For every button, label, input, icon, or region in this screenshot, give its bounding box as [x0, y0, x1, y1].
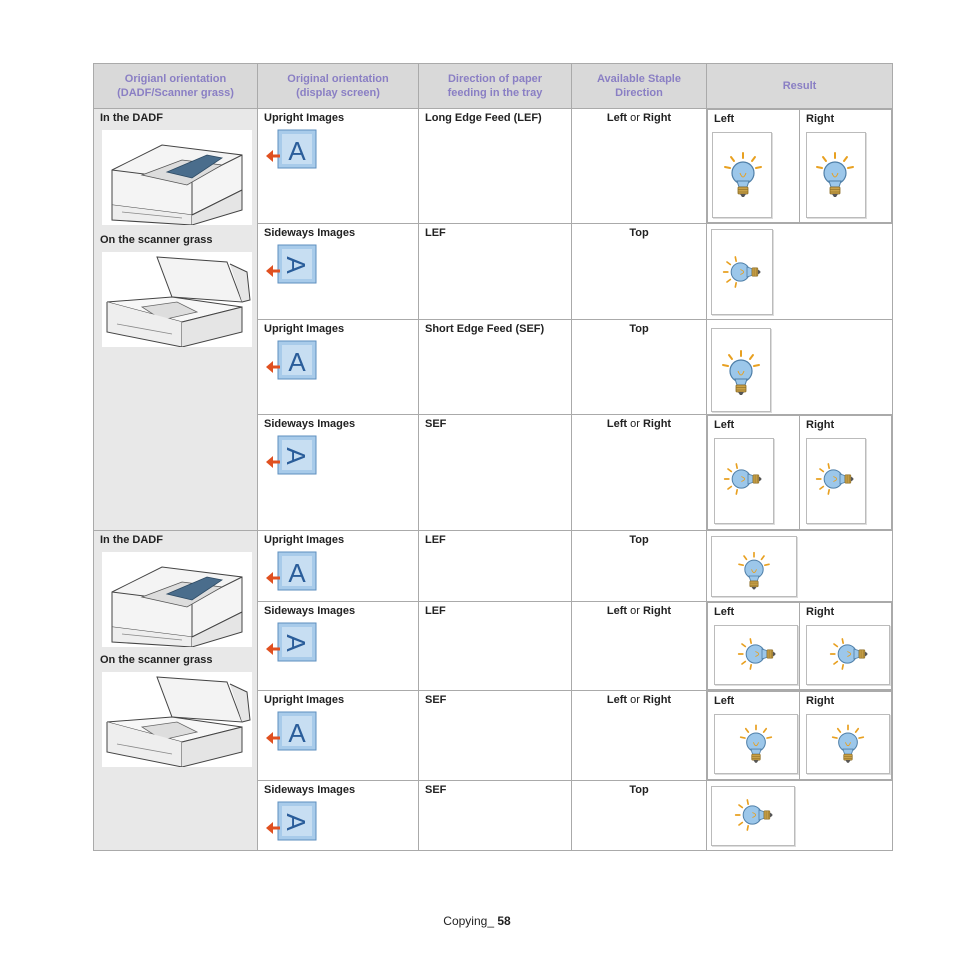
feed-label: LEF	[425, 534, 446, 546]
group-label-dadf: In the DADF	[100, 112, 163, 124]
result-sheet	[714, 714, 798, 774]
result-right-label: Right	[806, 695, 835, 707]
table-row	[94, 109, 893, 224]
staple-left: Left	[606, 418, 628, 430]
page-footer	[0, 914, 954, 928]
staple-cell	[572, 415, 707, 531]
feed-cell	[419, 531, 572, 602]
upright-a-icon	[264, 339, 318, 383]
upright-a-icon	[264, 550, 318, 594]
svg-text:A: A	[281, 813, 311, 831]
feed-label: Long Edge Feed (LEF)	[425, 112, 542, 124]
display-label: Sideways Images	[264, 227, 356, 239]
feed-label: LEF	[425, 227, 446, 239]
group-cell-1	[94, 109, 258, 531]
feed-label: SEF	[425, 784, 447, 796]
staple-right: Right	[642, 694, 672, 706]
sideways-a-icon	[264, 434, 318, 478]
group-label-scanner: On the scanner grass	[100, 654, 213, 666]
svg-text:A: A	[288, 347, 306, 377]
feed-cell	[419, 415, 572, 531]
result-cell	[707, 109, 893, 224]
display-label: Sideways Images	[264, 605, 356, 617]
display-label: Upright Images	[264, 694, 345, 706]
scanner-machine-image	[102, 672, 252, 767]
bulb-icon	[719, 459, 767, 499]
staple-table	[93, 63, 893, 851]
feed-cell	[419, 224, 572, 320]
feed-label: SEF	[425, 694, 447, 706]
sideways-a-icon	[264, 621, 318, 665]
result-sheet	[711, 229, 773, 315]
header-original-orientation: Origianl orientation (DADF/Scanner grass)	[94, 64, 258, 109]
result-right-label: Right	[806, 113, 835, 125]
page-number: 58	[497, 914, 511, 928]
result-left-label: Left	[714, 606, 735, 618]
staple-cell	[572, 691, 707, 781]
scanner-machine-image	[102, 252, 252, 347]
feed-cell	[419, 781, 572, 851]
dadf-machine-image	[102, 130, 252, 225]
display-cell	[258, 691, 419, 781]
result-cell	[707, 691, 893, 781]
result-cell	[707, 781, 893, 851]
dadf-machine-image	[102, 552, 252, 647]
staple-top: Top	[629, 534, 649, 546]
staple-or: or	[630, 112, 640, 124]
result-sheet	[806, 625, 890, 685]
header-display-orientation: Original orientation (display screen)	[258, 64, 419, 109]
sideways-a-icon	[264, 800, 318, 844]
staple-left: Left	[606, 605, 628, 617]
result-sheet	[711, 786, 795, 846]
bulb-icon	[739, 723, 773, 765]
upright-a-icon	[264, 710, 318, 754]
sideways-a-icon	[264, 243, 318, 287]
bulb-icon	[831, 723, 865, 765]
staple-top: Top	[629, 323, 649, 335]
upright-a-icon	[264, 128, 318, 172]
bulb-icon	[730, 795, 778, 835]
result-sheet	[806, 714, 890, 774]
display-label: Sideways Images	[264, 418, 356, 430]
display-cell	[258, 320, 419, 415]
group-label-scanner: On the scanner grass	[100, 234, 213, 246]
staple-top: Top	[629, 784, 649, 796]
result-cell	[707, 320, 893, 415]
result-sheet	[711, 536, 797, 597]
header-staple-direction: Available Staple Direction	[572, 64, 707, 109]
header-result: Result	[707, 64, 893, 109]
feed-cell	[419, 320, 572, 415]
svg-text:A: A	[281, 634, 311, 652]
display-cell	[258, 531, 419, 602]
staple-cell	[572, 224, 707, 320]
staple-or: or	[630, 418, 640, 430]
result-sheet	[711, 328, 771, 412]
bulb-icon	[718, 252, 766, 292]
staple-top: Top	[629, 227, 649, 239]
feed-cell	[419, 691, 572, 781]
staple-left: Left	[606, 694, 628, 706]
bulb-icon	[825, 634, 873, 674]
feed-label: Short Edge Feed (SEF)	[425, 323, 545, 335]
result-cell	[707, 415, 893, 531]
staple-right: Right	[642, 418, 672, 430]
display-label: Upright Images	[264, 534, 345, 546]
table-header-row	[94, 64, 893, 109]
group-cell-2	[94, 531, 258, 851]
bulb-icon	[733, 634, 781, 674]
display-cell	[258, 109, 419, 224]
feed-cell	[419, 109, 572, 224]
result-cell	[707, 224, 893, 320]
staple-cell	[572, 320, 707, 415]
staple-cell	[572, 109, 707, 224]
staple-cell	[572, 781, 707, 851]
result-left-label: Left	[714, 695, 735, 707]
staple-or: or	[630, 605, 640, 617]
result-sheet	[712, 132, 772, 218]
svg-text:A: A	[288, 718, 306, 748]
result-cell	[707, 602, 893, 691]
feed-label: LEF	[425, 605, 446, 617]
staple-cell	[572, 531, 707, 602]
staple-right: Right	[642, 112, 672, 124]
bulb-icon	[811, 459, 859, 499]
svg-text:A: A	[288, 136, 306, 166]
display-cell	[258, 224, 419, 320]
feed-cell	[419, 602, 572, 691]
group-label-dadf: In the DADF	[100, 534, 163, 546]
svg-text:A: A	[281, 447, 311, 465]
result-cell	[707, 531, 893, 602]
result-left-label: Left	[714, 419, 735, 431]
display-cell	[258, 602, 419, 691]
table-row	[94, 531, 893, 602]
result-right-label: Right	[806, 606, 835, 618]
svg-text:A: A	[288, 558, 306, 588]
result-right-label: Right	[806, 419, 835, 431]
staple-right: Right	[642, 605, 672, 617]
result-sheet	[806, 132, 866, 218]
display-label: Upright Images	[264, 112, 345, 124]
display-cell	[258, 781, 419, 851]
staple-left: Left	[606, 112, 628, 124]
display-cell	[258, 415, 419, 531]
footer-section: Copying_	[443, 914, 494, 928]
bulb-icon	[737, 551, 771, 591]
header-feed-direction: Direction of paper feeding in the tray	[419, 64, 572, 109]
svg-text:A: A	[281, 256, 311, 274]
result-left-label: Left	[714, 113, 735, 125]
bulb-icon	[723, 151, 763, 199]
result-sheet	[714, 438, 774, 524]
display-label: Sideways Images	[264, 784, 356, 796]
staple-or: or	[630, 694, 640, 706]
feed-label: SEF	[425, 418, 447, 430]
result-sheet	[714, 625, 798, 685]
result-sheet	[806, 438, 866, 524]
bulb-icon	[815, 151, 855, 199]
bulb-icon	[721, 349, 761, 397]
display-label: Upright Images	[264, 323, 345, 335]
staple-cell	[572, 602, 707, 691]
